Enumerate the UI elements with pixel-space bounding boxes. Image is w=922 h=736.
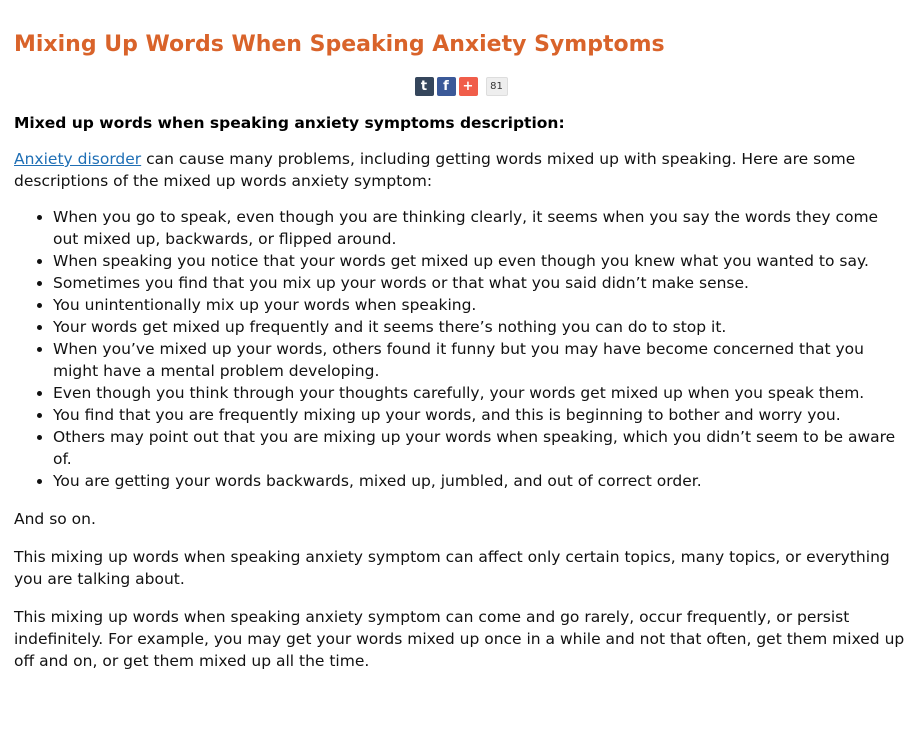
- facebook-share-button[interactable]: [437, 77, 456, 96]
- list-item: • You unintentionally mix up your words when speaking.: [53, 294, 908, 316]
- page-title: Mixing Up Words When Speaking Anxiety Symptoms: [14, 32, 665, 57]
- intro-paragraph: [14, 148, 908, 192]
- list-item: • When speaking you notice that your words get mixed up even though you knew what you wanted to say.: [53, 250, 908, 272]
- list-item: • Your words get mixed up frequently and it seems there’s nothing you can do to stop it.: [53, 316, 908, 338]
- symptom-list: [14, 206, 908, 492]
- tumblr-share-button[interactable]: [415, 77, 434, 96]
- share-count: 81: [486, 77, 508, 96]
- list-item: • Others may point out that you are mixing up your words when speaking, which you didn’t seem to be aware of.: [53, 426, 908, 470]
- list-item: • You find that you are frequently mixing up your words, and this is beginning to bother and worry you.: [53, 404, 908, 426]
- section-subheading: Mixed up words when speaking anxiety symptoms description:: [14, 114, 565, 132]
- topics-paragraph: This mixing up words when speaking anxiety symptom can affect only certain topics, many topics, or everything you are talking about.: [14, 548, 890, 588]
- list-item: • When you go to speak, even though you are thinking clearly, it seems when you say the words they come out mixed up, backwards, or flipped around.: [53, 206, 908, 250]
- list-item: • Even though you think through your thoughts carefully, your words get mixed up when you speak them.: [53, 382, 908, 404]
- intro-text: can cause many problems, including getting words mixed up with speaking. Here are some descriptions of the mixed up words anxiety symptom:: [14, 150, 856, 190]
- list-item: • When you’ve mixed up your words, others found it funny but you may have become concerned that you might have a mental problem developing.: [53, 338, 908, 382]
- plus-icon: +: [462, 78, 474, 94]
- anxiety-disorder-link[interactable]: Anxiety disorder: [14, 150, 142, 168]
- list-item: • You are getting your words backwards, mixed up, jumbled, and out of correct order.: [53, 470, 908, 492]
- tumblr-icon: t: [420, 78, 428, 94]
- list-item: • Sometimes you find that you mix up your words or that what you said didn’t make sense.: [53, 272, 908, 294]
- more-share-button[interactable]: [459, 77, 478, 96]
- and-so-on-text: And so on.: [14, 510, 96, 528]
- share-bar: [14, 76, 908, 96]
- frequency-paragraph: This mixing up words when speaking anxiety symptom can come and go rarely, occur frequently, or persist indefinitely. For example, you may get your words mixed up once in a while and not that often, get them mixed up off and on, or get them mixed up all the time.: [14, 608, 905, 670]
- facebook-icon: f: [443, 78, 449, 94]
